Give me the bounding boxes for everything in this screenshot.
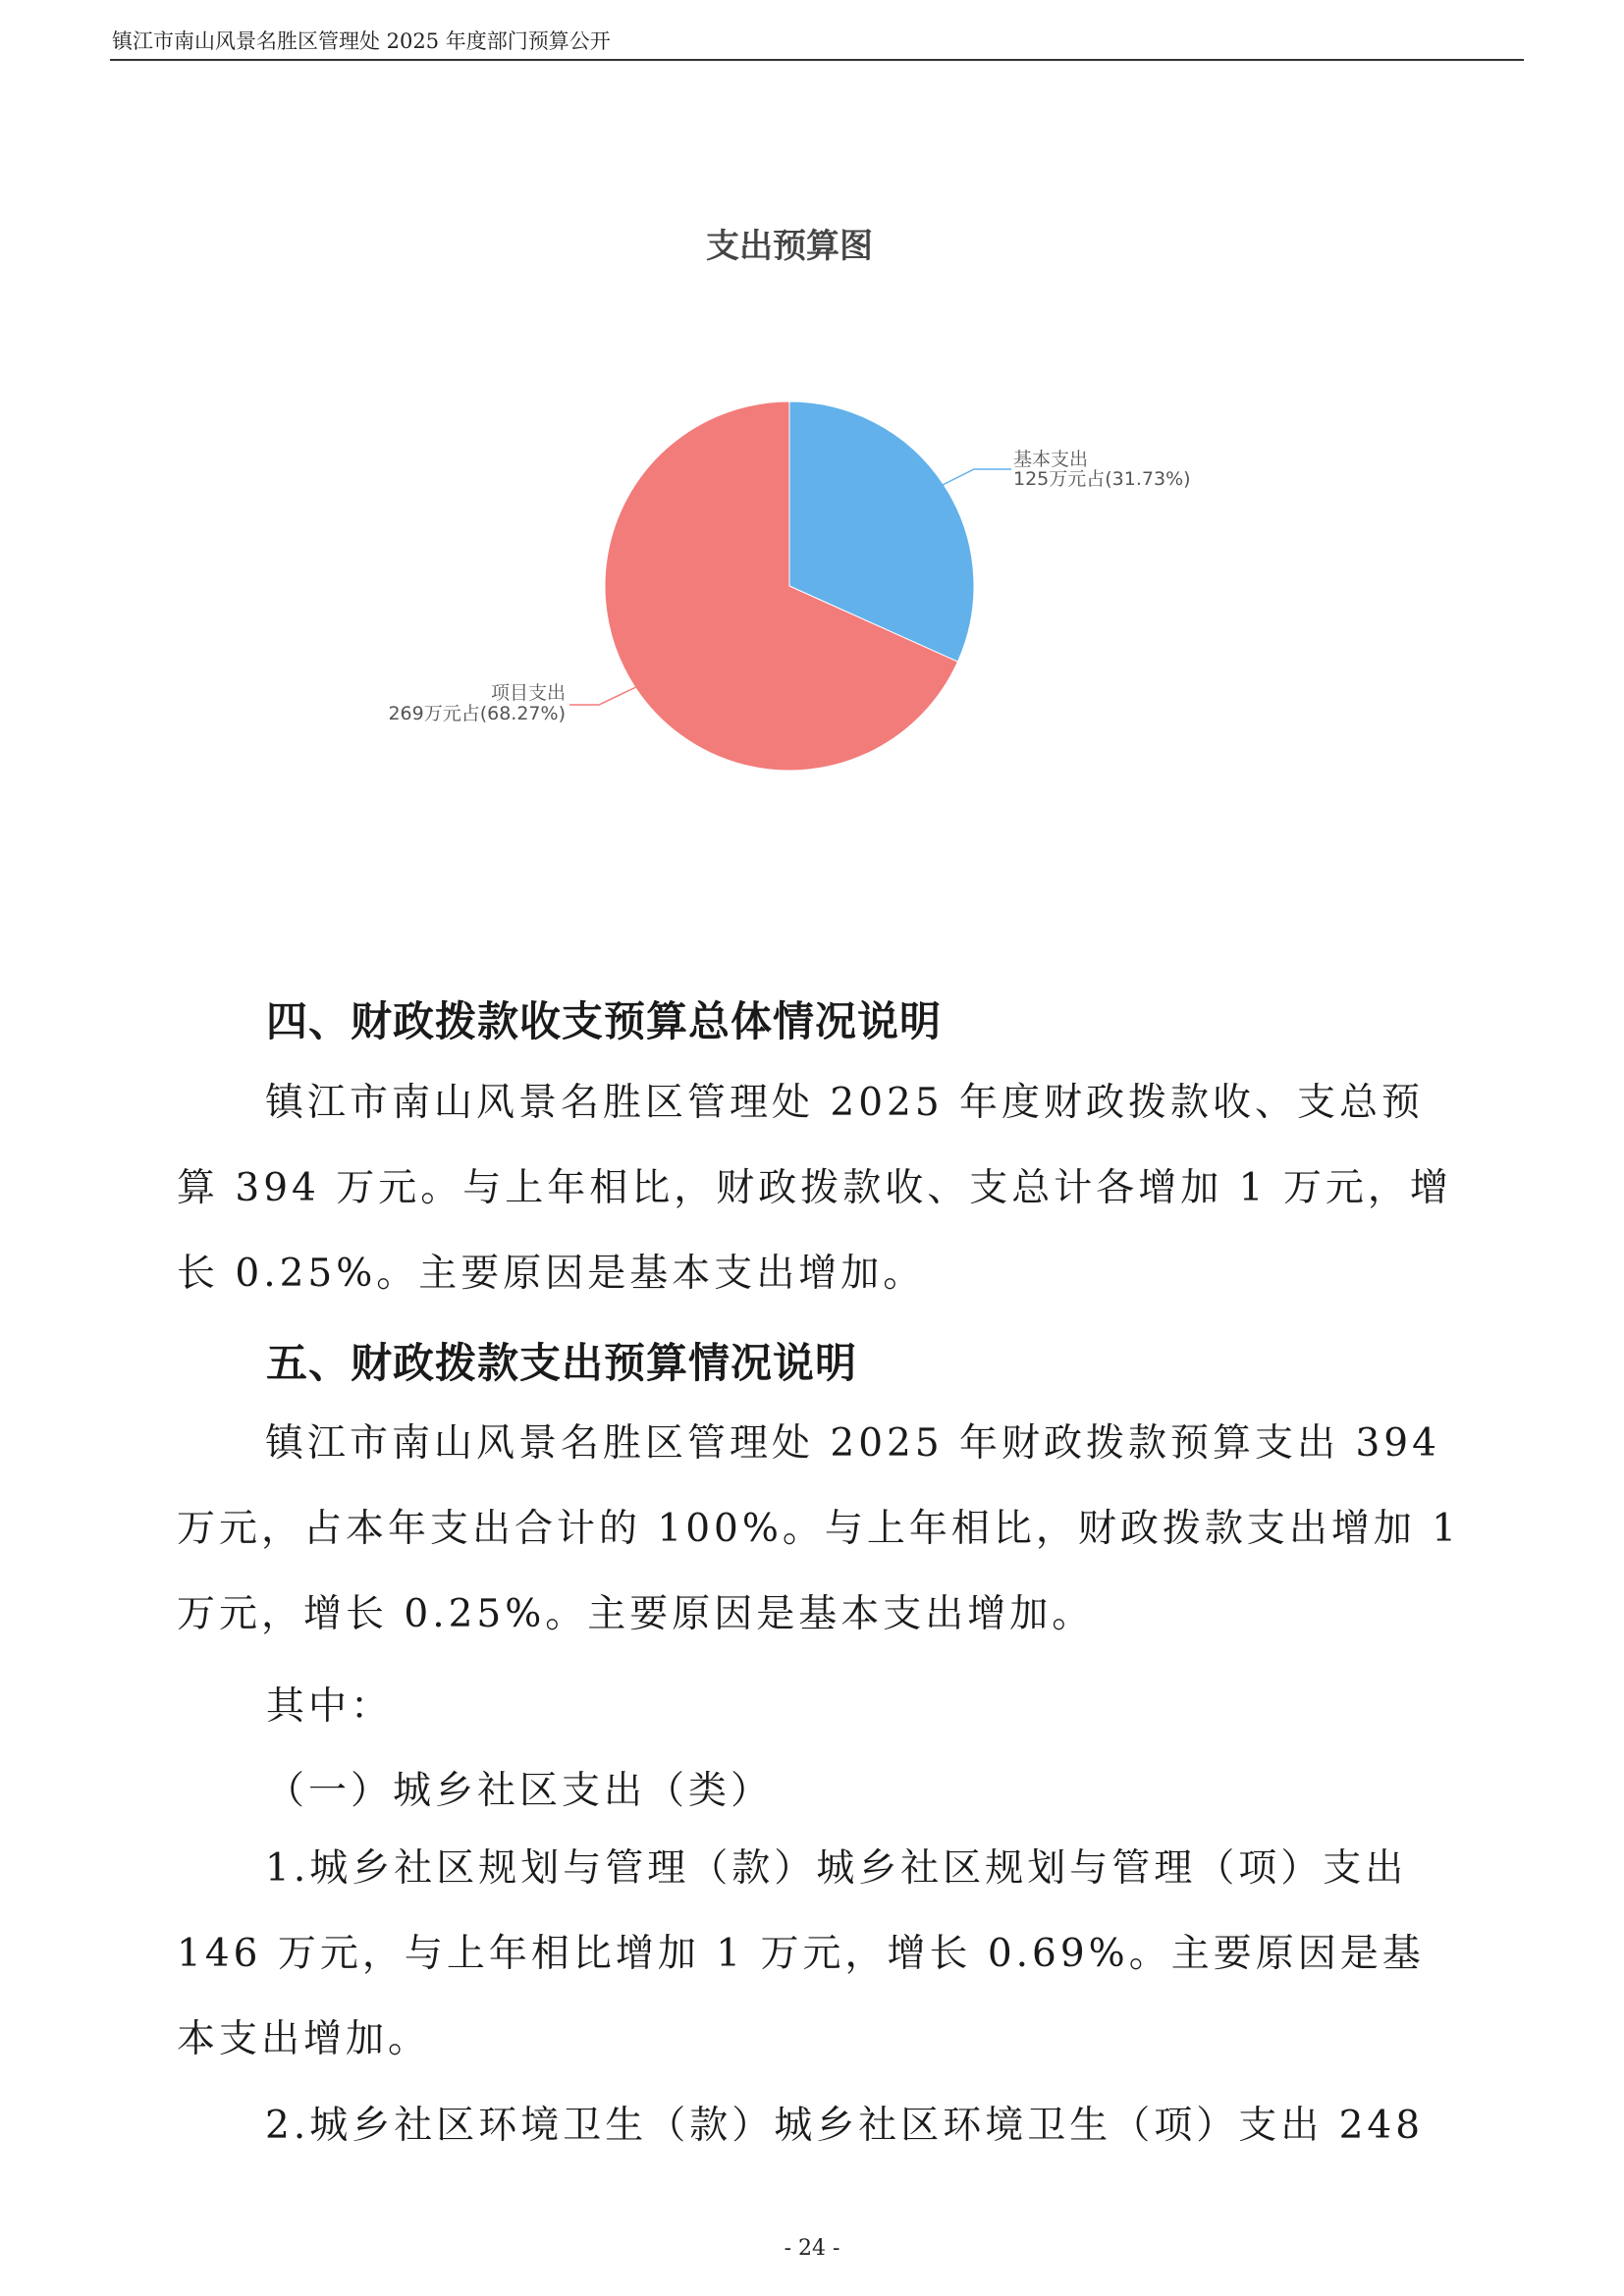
section-4-paragraph: 镇江市南山风景名胜区管理处 2025 年度财政拨款收、支总预算 394 万元。与上年相比，财政拨款收、支总计各增加 1 万元，增长 0.25%。主要原因是基本支出增加。 (177, 1081, 1452, 1296)
expenditure-pie-chart (0, 0, 1624, 883)
page-number: - 24 - (784, 2236, 840, 2261)
section-5-paragraph: 镇江市南山风景名胜区管理处 2025 年财政拨款预算支出 394 万元，占本年支出合计的 100%。与上年相比，财政拨款支出增加 1 万元，增长 0.25%。主要原因是基本支出增加。 (177, 1421, 1461, 1636)
item-1-paragraph: 1.城乡社区规划与管理（款）城乡社区规划与管理（项）支出 146 万元，与上年相比增加 1 万元，增长 0.69%。主要原因是基本支出增加。 (177, 1846, 1425, 2061)
slice-value-basic: 125万元占(31.73%) (1013, 468, 1191, 490)
slice-label-project: 项目支出 (490, 682, 566, 704)
section-4-title: 四、财政拨款收支预算总体情况说明 (266, 997, 943, 1045)
header-title: 镇江市南山风景名胜区管理处 2025 年度部门预算公开 (112, 29, 611, 53)
category-heading: （一）城乡社区支出（类） (266, 1769, 774, 1813)
slice-label-basic: 基本支出 (1013, 449, 1089, 470)
slice-value-project: 269万元占(68.27%) (388, 703, 566, 724)
qizhong-label: 其中： (266, 1684, 394, 1729)
item-2-paragraph: 2.城乡社区环境卫生（款）城乡社区环境卫生（项）支出 248 (265, 2104, 1425, 2148)
leader-line-project (569, 685, 640, 705)
chart-title: 支出预算图 (706, 227, 873, 266)
section-5-title: 五、财政拨款支出预算情况说明 (266, 1339, 858, 1387)
leader-line-basic (941, 469, 1011, 486)
